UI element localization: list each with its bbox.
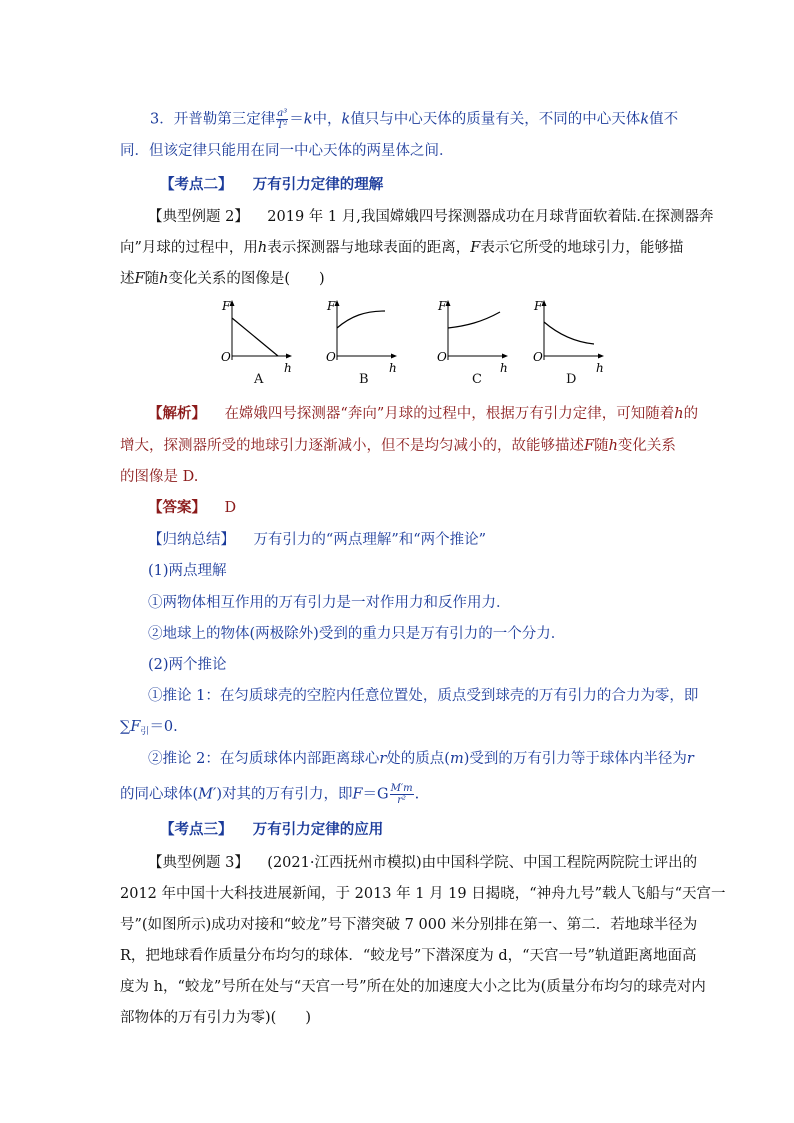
summary-p2: ①两物体相互作用的万有引力是一对作用力和反作用力． [148, 595, 511, 611]
curve-d [544, 322, 594, 344]
solution-line-2 [120, 436, 676, 456]
gravity-fraction [390, 783, 414, 806]
summary-p5: ①推论 1：在匀质球壳的空腔内任意位置处，质点受到球壳的万有引力的合力为零，即 [148, 688, 699, 704]
axis-label-h: h [284, 361, 292, 375]
axis-label-O: O [533, 350, 543, 364]
item-number: 3 [150, 111, 160, 128]
summary-p3: ②地球上的物体(两极除外)受到的重力只是万有引力的一个分力． [148, 626, 566, 642]
text-segment: . [414, 786, 420, 803]
kepler-fraction [276, 108, 288, 131]
var-F: F [584, 438, 595, 454]
text-segment: ②推论 2：在匀质球体内部距离球心 [148, 751, 380, 767]
summary-title: 万有引力的“两点理解”和“两个推论” [253, 532, 487, 548]
var-M-prime: M′ [198, 786, 217, 803]
graph-a-svg [218, 298, 298, 378]
text-segment: 的 [683, 406, 699, 422]
var-F: F [352, 786, 363, 803]
answer-line [148, 498, 236, 518]
graph-b-svg [323, 298, 403, 378]
example-3-line-6: 部物体的万有引力为零)( ) [120, 1010, 311, 1026]
solution-line-3: 的图像是 D. [120, 469, 199, 485]
var-F: F [134, 271, 145, 287]
var-k: k [341, 111, 351, 128]
graph-b [323, 298, 403, 388]
var-k: k [303, 111, 313, 128]
graph-c [434, 298, 514, 388]
var-k: k [640, 111, 650, 128]
solution-tag: 【解析】 [148, 405, 206, 422]
axis-label-O: O [437, 350, 447, 364]
fraction-numerator: a³ [277, 108, 288, 119]
curve-b [337, 311, 385, 328]
x-axis-arrow [502, 354, 508, 359]
answer-tag: 【答案】 [148, 499, 206, 516]
graph-a-label: A [254, 372, 264, 387]
var-h: h [674, 406, 684, 422]
example-2-line-3 [120, 269, 325, 289]
x-axis-arrow [286, 354, 292, 359]
example-3-line-2: 2012 年中国十大科技进展新闻，于 2013 年 1 月 19 日揭晓，“神舟九号”载人飞船与“天宫一 [120, 886, 726, 902]
keypoint-tag: 【考点三】 [160, 821, 233, 838]
equals-sign: ＝ [289, 111, 304, 128]
text-segment: 值只与中心天体的质量有关，不同的中心天体 [350, 111, 641, 128]
fraction-numerator: M′m [390, 783, 413, 794]
text-segment: 处的质点( [386, 751, 450, 767]
summary-p6 [120, 717, 178, 742]
example-text: (2021·江西抚州市模拟)由中国科学院、中国工程院两院院士评出的 [267, 855, 698, 871]
var-h: h [608, 438, 618, 454]
kepler-law-line-1 [150, 108, 678, 131]
graph-d-svg [530, 298, 610, 378]
var-h: h [257, 240, 268, 256]
var-r: r [686, 751, 694, 767]
axis-label-O: O [326, 350, 336, 364]
summary-p1: (1)两点理解 [148, 563, 227, 579]
text-segment: 值不 [649, 111, 679, 128]
example-3-line-4: R，把地球看作质量分布均匀的球体．“蛟龙号”下潜深度为 d，“天宫一号”轨道距离地面高 [120, 948, 697, 964]
fraction-denominator: r² [397, 795, 407, 806]
axis-label-h: h [596, 361, 604, 375]
example-3-line-5: 度为 h，“蛟龙”号所在处与“天宫一号”所在处的加速度大小之比为(质量分布均匀的球壳对内 [120, 979, 706, 995]
answer-value: D [224, 500, 237, 516]
keypoint-tag: 【考点二】 [160, 176, 233, 193]
text-segment: 述 [120, 271, 135, 287]
graph-c-label: C [472, 372, 482, 387]
summary-p8 [120, 783, 419, 806]
text-segment: ＝G [362, 786, 389, 803]
axis-label-F: F [534, 299, 543, 313]
graph-b-label: B [359, 372, 369, 387]
kepler-law-line-2: 同．但该定律只能用在同一中心天体的两星体之间． [120, 143, 454, 159]
text-segment: 随 [144, 271, 160, 287]
example-2-line-1 [148, 207, 713, 227]
example-tag: 【典型例题 3】 [148, 855, 249, 871]
var-h: h [159, 271, 169, 287]
text-segment: 的同心球体( [120, 786, 199, 803]
text-segment: )对其的万有引力，即 [216, 786, 353, 803]
graph-d-label: D [566, 372, 577, 387]
x-axis-arrow [391, 354, 397, 359]
text-segment: 表示探测器与地球表面的距离， [267, 240, 471, 256]
example-tag: 【典型例题 2】 [148, 209, 249, 225]
text-segment: 变化关系 [617, 438, 676, 454]
keypoint-3-heading [160, 820, 383, 840]
var-r: r [379, 751, 387, 767]
summary-heading [148, 530, 486, 550]
var-F: F [470, 240, 481, 256]
example-2-line-2 [120, 238, 683, 258]
summary-p7 [148, 749, 694, 769]
text-segment: ＝0. [149, 719, 178, 735]
example-3-line-1 [148, 853, 697, 873]
subscript: 引 [140, 727, 150, 737]
fraction-denominator: T² [276, 120, 288, 131]
example-text: 2019 年 1 月,我国嫦娥四号探测器成功在月球背面软着陆.在探测器奔 [267, 209, 714, 225]
text-segment: 在嫦娥四号探测器“奔向”月球的过程中，根据万有引力定律，可知随着 [224, 406, 675, 422]
text-segment: 表示它所受的地球引力，能够描 [480, 240, 684, 256]
text-segment: 中， [312, 111, 342, 128]
graph-a [218, 298, 298, 388]
x-axis-arrow [598, 354, 604, 359]
axis-label-h: h [500, 361, 508, 375]
sum-F: ∑F [120, 719, 141, 735]
keypoint-title: 万有引力定律的应用 [252, 821, 384, 838]
text-segment: 向”月球的过程中，用 [120, 240, 258, 256]
summary-tag: 【归纳总结】 [148, 532, 235, 548]
keypoint-title: 万有引力定律的理解 [252, 176, 384, 193]
solution-line-1 [148, 404, 698, 424]
text-segment: 增大，探测器所受的地球引力逐渐减小，但不是均匀减小的，故能够描述 [120, 438, 584, 454]
var-m: m [449, 751, 464, 767]
summary-p4: (2)两个推论 [148, 657, 227, 673]
axis-label-O: O [221, 350, 231, 364]
curve-c [448, 312, 500, 328]
example-3-line-3: 号”(如图所示)成功对接和“蛟龙”号下潜突破 7 000 米分别排在第一、第二．若地球半径为 [120, 917, 698, 933]
text-segment: )受到的万有引力等于球体内半径为 [463, 751, 687, 767]
axis-label-F: F [438, 299, 447, 313]
graph-d [530, 298, 610, 388]
text-segment: 随 [594, 438, 609, 454]
keypoint-2-heading [160, 175, 383, 195]
graph-c-svg [434, 298, 514, 378]
kepler-law-prefix: ．开普勒第三定律 [159, 111, 276, 128]
text-segment: 变化关系的图像是( ) [168, 271, 325, 287]
curve-a [232, 318, 278, 356]
axis-label-F: F [327, 299, 336, 313]
axis-label-F: F [222, 299, 231, 313]
axis-label-h: h [389, 361, 397, 375]
